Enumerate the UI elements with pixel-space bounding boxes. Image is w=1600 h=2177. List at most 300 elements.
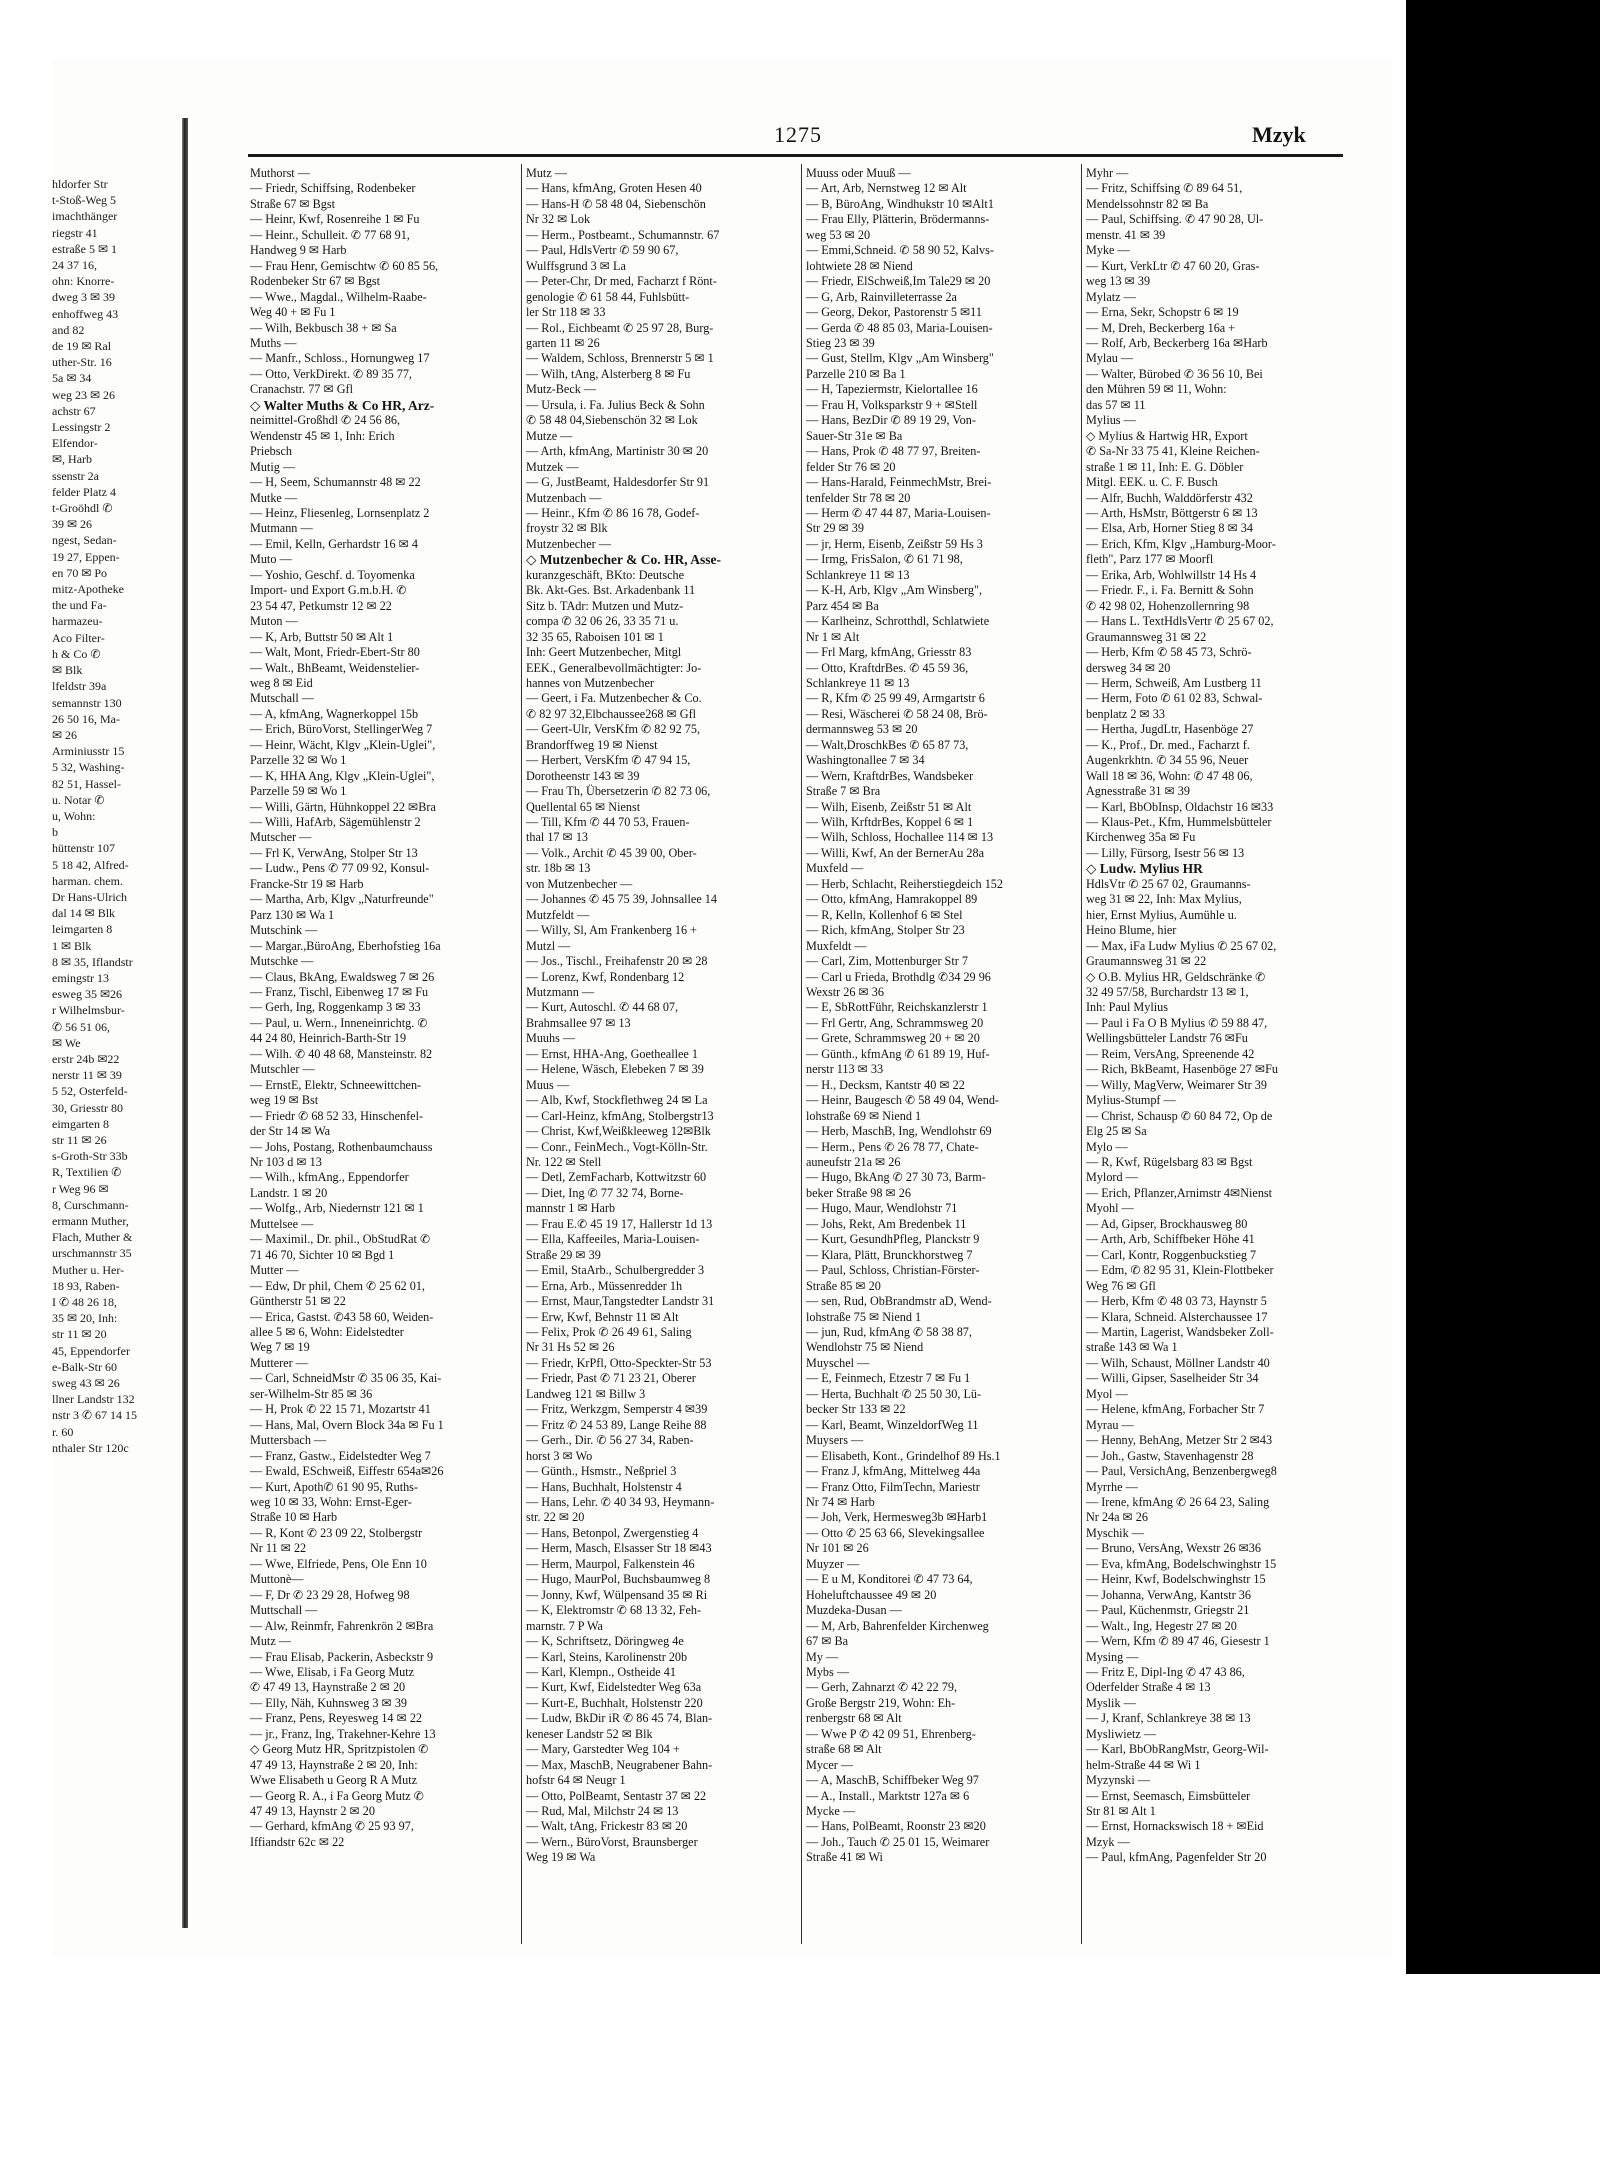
directory-entry: Weg 76 ✉ Gfl [1086, 1278, 1156, 1293]
directory-entry: — Friedr, KrPfl, Otto-Speckter-Str 53 [526, 1355, 712, 1370]
directory-entry: — Paul, kfmAng, Pagenfelder Str 20 [1086, 1850, 1267, 1865]
directory-entry: — Willi, Gärtn, Hühnkoppel 22 ✉Bra [250, 799, 436, 814]
column-divider [521, 164, 522, 1944]
directory-entry: — Heinr, Wächt, Klgv „Klein-Uglei", [250, 737, 436, 752]
directory-entry: — Wilh, Eisenb, Zeißstr 51 ✉ Alt [806, 799, 972, 814]
directory-entry: — Franz J, kfmAng, Mittelweg 44a [806, 1464, 981, 1479]
directory-entry: — Elly, Näh, Kuhnsweg 3 ✉ 39 [250, 1695, 408, 1710]
firm-entry: ◇ Mutzenbecher & Co. HR, Asse- [526, 552, 721, 568]
directory-entry: Mutter — [250, 1263, 299, 1278]
column-divider [801, 164, 802, 1944]
directory-entry: 32 35 65, Raboisen 101 ✉ 1 [526, 629, 664, 644]
directory-entry: ✆ 58 48 04,Siebenschön 32 ✉ Lok [526, 413, 698, 428]
directory-entry: — Maximil., Dr. phil., ObStudRat ✆ [250, 1232, 431, 1247]
directory-entry: — Kurt, Kwf, Eidelstedter Weg 63a [526, 1680, 702, 1695]
directory-entry: — Karlheinz, Schrotthdl, Schlatwiete [806, 614, 990, 629]
directory-entry: renbergstr 68 ✉ Alt [806, 1711, 902, 1726]
directory-entry: — Fritz E, Dipl-Ing ✆ 47 43 86, [1086, 1664, 1245, 1679]
directory-entry: — K, Arb, Buttstr 50 ✉ Alt 1 [250, 629, 394, 644]
directory-entry: hannes von Mutzenbecher [526, 675, 654, 690]
directory-entry: — Joh, Verk, Hermesweg3b ✉Harb1 [806, 1510, 988, 1525]
directory-entry: — K-H, Arb, Klgv „Am Winsberg", [806, 583, 982, 598]
directory-entry: — Karl, BbObInsp, Oldachstr 16 ✉33 [1086, 799, 1274, 814]
directory-entry: — Elsa, Arb, Horner Stieg 8 ✉ 34 [1086, 521, 1253, 536]
directory-entry: — Otto ✆ 25 63 66, Slevekingsallee [806, 1525, 985, 1540]
directory-entry: — Rud, Mal, Milchstr 24 ✉ 13 [526, 1804, 679, 1819]
directory-entry: straße 1 ✉ 11, Inh: E. G. Döbler [1086, 459, 1244, 474]
fragment-line: ✉ Blk [52, 663, 83, 678]
directory-entry: — Wern, Kfm ✆ 89 47 46, Giesestr 1 [1086, 1634, 1270, 1649]
directory-entry: — Willi, Gipser, Saselheider Str 34 [1086, 1371, 1259, 1386]
directory-entry: auneufstr 21a ✉ 26 [806, 1155, 901, 1169]
directory-entry: Myzynski — [1086, 1773, 1150, 1788]
directory-entry: dermannsweg 53 ✉ 20 [806, 722, 918, 737]
fragment-line: harman. chem. [52, 873, 123, 888]
directory-entry: — Ella, Kaffeeiles, Maria-Louisen- [526, 1232, 700, 1247]
directory-entry: — K., Prof., Dr. med., Facharzt f. [1086, 737, 1250, 752]
directory-entry: — A., Install., Marktstr 127a ✉ 6 [806, 1788, 970, 1803]
fragment-line: sweg 43 ✉ 26 [52, 1376, 120, 1391]
directory-entry: — Bruno, VersAng, Wexstr 26 ✉36 [1086, 1541, 1261, 1556]
directory-entry: Große Bergstr 219, Wohn: Eh- [806, 1695, 956, 1710]
directory-entry: Nr 103 d ✉ 13 [250, 1155, 322, 1169]
directory-entry: — Fritz, Schiffsing ✆ 89 64 51, [1086, 181, 1243, 196]
directory-entry: — Geert-Ulr, VersKfm ✆ 82 92 75, [526, 722, 700, 737]
directory-entry: — Hans, Betonpol, Zwergenstieg 4 [526, 1525, 699, 1540]
directory-entry: — Karl, BbObRangMstr, Georg-Wil- [1086, 1742, 1269, 1757]
directory-entry: mannstr 1 ✉ Harb [526, 1201, 616, 1216]
directory-entry: horst 3 ✉ Wo [526, 1448, 593, 1463]
directory-entry: — Kurt-E, Buchhalt, Holstenstr 220 [526, 1695, 703, 1710]
directory-entry: — Paul, VersichAng, Benzenbergweg8 [1086, 1464, 1277, 1479]
fragment-line: t-Stoß-Weg 5 [52, 193, 117, 208]
directory-entry: — Hans, Lehr. ✆ 40 34 93, Heymann- [526, 1494, 715, 1509]
directory-entry: nerstr 113 ✉ 33 [806, 1062, 884, 1077]
column-divider [1081, 164, 1082, 1944]
fragment-line: 26 50 16, Ma- [52, 711, 120, 726]
directory-entry: — Ad, Gipser, Brockhausweg 80 [1086, 1216, 1248, 1231]
directory-entry: — Henny, BehAng, Metzer Str 2 ✉43 [1086, 1433, 1273, 1448]
directory-entry: — Wwe, Elfriede, Pens, Ole Enn 10 [250, 1556, 427, 1571]
directory-entry: ◇ Georg Mutz HR, Spritzpistolen ✆ [250, 1742, 429, 1757]
directory-entry: — F, Dr ✆ 23 29 28, Hofweg 98 [250, 1587, 410, 1602]
directory-entry: Graumannsweg 31 ✉ 22 [1086, 629, 1207, 644]
directory-entry: — Gerh., Dir. ✆ 56 27 34, Raben- [526, 1433, 694, 1448]
fragment-line: lfeldstr 39a [52, 679, 107, 694]
directory-entry: — Carl, Zim, Mottenburger Str 7 [806, 954, 968, 969]
directory-entry: Muton — [250, 614, 298, 629]
fragment-line: felder Platz 4 [52, 484, 116, 499]
directory-entry: — Franz, Gastw., Eidelstedter Weg 7 [250, 1448, 431, 1463]
fragment-line: R, Textilien ✆ [52, 1165, 122, 1180]
directory-entry: — Erika, Arb, Wohlwillstr 14 Hs 4 [1086, 567, 1257, 582]
directory-entry: — Ernst, Seemasch, Eimsbütteler [1086, 1788, 1251, 1803]
firm-entry: ◇ Walter Muths & Co HR, Arz- [250, 397, 435, 413]
directory-entry: — K, Elektromstr ✆ 68 13 32, Feh- [526, 1603, 702, 1618]
directory-entry: — Paul, HdlsVertr ✆ 59 90 67, [526, 243, 679, 258]
fragment-line: the und Fa- [52, 598, 107, 613]
directory-entry: — Karl, Steins, Karolinenstr 20b [526, 1649, 688, 1664]
fragment-line: ✉ We [52, 1035, 81, 1050]
directory-entry: — Herb, MaschB, Ing, Wendlohstr 69 [806, 1124, 992, 1139]
directory-entry: Myol — [1086, 1386, 1128, 1401]
directory-entry: — Paul, Schloss, Christian-Förster- [806, 1263, 980, 1278]
directory-entry: Muttschall — [250, 1603, 318, 1618]
directory-column-1 [250, 166, 516, 1956]
directory-entry: — Carl, SchneidMstr ✆ 35 06 35, Kai- [250, 1371, 442, 1386]
directory-entry: kuranzgeschäft, BKto: Deutsche [526, 567, 685, 582]
directory-entry: Mylau — [1086, 351, 1134, 366]
directory-entry: Myke — [1086, 243, 1130, 258]
directory-entry: Mybs — [806, 1664, 850, 1679]
directory-entry: — Hugo, BkAng ✆ 27 30 73, Barm- [806, 1170, 986, 1185]
directory-entry: weg 10 ✉ 33, Wohn: Ernst-Eger- [250, 1494, 412, 1509]
directory-entry: ler Str 118 ✉ 33 [526, 305, 606, 320]
directory-entry: Quellental 65 ✉ Nienst [526, 799, 641, 814]
directory-entry: Myschik — [1086, 1525, 1144, 1540]
fragment-line: Elfendor- [52, 436, 98, 451]
fragment-line: ermann Muther, [52, 1214, 129, 1228]
directory-entry: weg 31 ✉ 22, Inh: Max Mylius, [1086, 892, 1242, 907]
directory-entry: — Walter, Bürobed ✆ 36 56 10, Bei [1086, 366, 1263, 381]
directory-entry: — Johannes ✆ 45 75 39, Johnsallee 14 [526, 892, 717, 907]
directory-entry: — Willy, Sl, Am Frankenberg 16 + [526, 923, 698, 938]
fragment-line: harmazeu- [52, 614, 103, 629]
directory-entry: den Mühren 59 ✉ 11, Wohn: [1086, 382, 1227, 397]
fragment-line: esweg 35 ✉26 [52, 987, 123, 1002]
directory-entry: — Klara, Schneid. Alsterchaussee 17 [1086, 1309, 1268, 1324]
directory-entry: Inh: Paul Mylius [1086, 1000, 1168, 1015]
directory-entry: — Erich, BüroVorst, StellingerWeg 7 [250, 722, 433, 737]
directory-entry: — Detl, ZemFacharb, Kottwitzstr 60 [526, 1170, 707, 1185]
directory-entry: ✆ 82 97 32,Elbchaussee268 ✉ Gfl [526, 706, 697, 721]
directory-entry: — Emil, StaArb., Schulbergredder 3 [526, 1263, 705, 1278]
directory-entry: — Walt, tAng, Frickestr 83 ✉ 20 [526, 1819, 688, 1834]
directory-entry: — Waldem, Schloss, Brennerstr 5 ✉ 1 [526, 351, 714, 366]
directory-entry: — jun, Rud, kfmAng ✆ 58 38 87, [806, 1324, 972, 1339]
directory-entry: Parz 454 ✉ Ba [806, 598, 879, 613]
directory-entry: Straße 10 ✉ Harb [250, 1510, 338, 1525]
directory-entry: neimittel-Großhdl ✆ 24 56 86, [250, 413, 401, 428]
directory-entry: — Günth., kfmAng ✆ 61 89 19, Huf- [806, 1046, 990, 1061]
directory-entry: — Johanna, VerwAng, Kantstr 36 [1086, 1587, 1251, 1602]
directory-entry: — Georg, Dekor, Pastorenstr 5 ✉11 [806, 305, 982, 320]
directory-entry: Mutke — [250, 490, 298, 505]
directory-entry: Parz 130 ✉ Wa 1 [250, 907, 335, 922]
directory-entry: Mylord — [1086, 1170, 1138, 1185]
directory-entry: der Str 14 ✉ Wa [250, 1124, 331, 1139]
directory-entry: — Wilh, tAng, Alsterberg 8 ✉ Fu [526, 366, 691, 381]
directory-entry: — Volk., Archit ✆ 45 39 00, Ober- [526, 845, 697, 860]
directory-entry: Schlankreye 11 ✉ 13 [806, 567, 910, 582]
directory-entry: — Eva, kfmAng, Bodelschwinghstr 15 [1086, 1556, 1277, 1571]
directory-entry: — Ewald, ESchweiß, Eiffestr 654a✉26 [250, 1464, 444, 1479]
directory-entry: — Friedr. F., i. Fa. Bernitt & Sohn [1086, 583, 1254, 598]
directory-entry: — Franz, Tischl, Eibenweg 17 ✉ Fu [250, 985, 429, 1000]
running-head: Mzyk [1252, 122, 1306, 147]
fragment-line: uther-Str. 16 [52, 355, 112, 370]
directory-entry: — E, Feinmech, Etzestr 7 ✉ Fu 1 [806, 1371, 971, 1386]
directory-entry: str. 18b ✉ 13 [526, 861, 591, 876]
directory-entry: Mutzenbach — [526, 490, 602, 505]
directory-entry: My — [806, 1649, 839, 1664]
directory-entry: — Wilh, KrftdrBes, Koppel 6 ✉ 1 [806, 815, 974, 830]
directory-entry: — Ernst, HHA-Ang, Goetheallee 1 [526, 1046, 698, 1061]
directory-entry: Wall 18 ✉ 36, Wohn: ✆ 47 48 06, [1086, 768, 1253, 783]
directory-entry: Import- und Export G.m.b.H. ✆ [250, 583, 407, 598]
directory-entry: Muxfeld — [806, 861, 864, 876]
directory-entry: — Martha, Arb, Klgv „Naturfreunde" [250, 892, 434, 907]
directory-entry: — Wern, KraftdrBes, Wandsbeker [806, 768, 974, 783]
directory-entry: Muzdeka-Dusan — [806, 1603, 902, 1618]
directory-entry: — Diet, Ing ✆ 77 32 74, Borne- [526, 1185, 684, 1200]
directory-entry: — Alb, Kwf, Stockflethweg 24 ✉ La [526, 1093, 708, 1108]
fragment-line: e-Balk-Str 60 [52, 1359, 117, 1374]
directory-entry: Kirchenweg 35a ✉ Fu [1086, 830, 1196, 845]
fragment-line: u, Wohn: [52, 808, 96, 823]
directory-entry: ✆ 47 49 13, Haynstraße 2 ✉ 20 [250, 1680, 406, 1695]
directory-entry: allee 5 ✉ 6, Wohn: Eidelstedter [250, 1324, 404, 1339]
bottom-margin [0, 1974, 1600, 2177]
directory-entry: str. 22 ✉ 20 [526, 1510, 585, 1525]
directory-entry: — Herm., Postbeamt., Schumannstr. 67 [526, 227, 720, 242]
directory-entry: — Resi, Wäscherei ✆ 58 24 08, Brö- [806, 706, 988, 721]
directory-entry: Mylo — [1086, 1139, 1128, 1154]
directory-entry: 67 ✉ Ba [806, 1634, 849, 1649]
directory-entry: Brahmsallee 97 ✉ 13 [526, 1015, 631, 1030]
directory-entry: Muto — [250, 552, 292, 567]
fragment-line: achstr 67 [52, 403, 96, 418]
directory-entry: — Mary, Garstedter Weg 104 + [526, 1742, 680, 1757]
directory-entry: — Carl, Kontr, Roggenbuckstieg 7 [1086, 1247, 1257, 1262]
directory-entry: — Frau Th, Übersetzerin ✆ 82 73 06, [526, 784, 711, 799]
directory-entry: — Hugo, Maur, Wendlohstr 71 [806, 1201, 958, 1216]
directory-entry: 44 24 80, Heinrich-Barth-Str 19 [250, 1031, 407, 1046]
directory-entry: Sitz b. TAdr: Mutzen und Mutz- [526, 598, 684, 613]
directory-entry: Mutschke — [250, 954, 314, 969]
fragment-line: enhoffweg 43 [52, 306, 119, 321]
directory-entry: Muths — [250, 335, 297, 350]
directory-entry: EEK., Generalbevollmächtigter: Jo- [526, 660, 702, 675]
fragment-line: nstr 3 ✆ 67 14 15 [52, 1408, 138, 1423]
directory-entry: Str 29 ✉ 39 [806, 521, 864, 536]
fragment-line: Arminiusstr 15 [52, 744, 125, 759]
directory-entry: — Wilh, Schaust, Möllner Landstr 40 [1086, 1355, 1270, 1370]
directory-entry: Sauer-Str 31e ✉ Ba [806, 428, 903, 443]
fragment-line: dweg 3 ✉ 39 [52, 290, 116, 305]
directory-entry: — Emmi,Schneid. ✆ 58 90 52, Kalvs- [806, 243, 994, 258]
firm-entry: ◇ Ludw. Mylius HR [1086, 861, 1203, 877]
directory-entry: Wwe Elisabeth u Georg R A Mutz [250, 1773, 417, 1788]
directory-entry: — Joh., Gastw, Stavenhagenstr 28 [1086, 1448, 1254, 1463]
directory-entry: — J, Kranf, Schlankreye 38 ✉ 13 [1086, 1711, 1251, 1726]
directory-entry: — Gerh, Zahnarzt ✆ 42 22 79, [806, 1680, 958, 1695]
directory-entry: Muxfeldt — [806, 938, 867, 953]
directory-entry: Wulffsgrund 3 ✉ La [526, 258, 626, 273]
directory-entry: — Hans, PolBeamt, Roonstr 23 ✉20 [806, 1819, 986, 1834]
directory-entry: Graumannsweg 31 ✉ 22 [1086, 954, 1207, 969]
directory-entry: — Helene, kfmAng, Forbacher Str 7 [1086, 1402, 1265, 1417]
fragment-line: eimgarten 8 [52, 1116, 109, 1131]
fragment-line: de 19 ✉ Ral [52, 339, 112, 354]
fragment-line: hüttenstr 107 [52, 841, 115, 856]
directory-entry: Myslik — [1086, 1695, 1136, 1710]
directory-entry: ◇ Mylius & Hartwig HR, Export [1086, 428, 1248, 443]
directory-entry: — Herm, Foto ✆ 61 02 83, Schwal- [1086, 691, 1263, 706]
directory-entry: — Hans L. TextHdlsVertr ✆ 25 67 02, [1086, 614, 1274, 629]
directory-entry: — Erich, Pflanzer,Arnimstr 4✉Nienst [1086, 1185, 1273, 1200]
directory-entry: Myohl — [1086, 1201, 1134, 1216]
directory-entry: Muuss oder Muuß — [806, 166, 911, 180]
directory-entry: — Herb, Kfm ✆ 58 45 73, Schrö- [1086, 645, 1252, 660]
fragment-line: hldorfer Str [52, 177, 108, 191]
directory-entry: — Elisabeth, Kont., Grindelhof 89 Hs.1 [806, 1448, 1001, 1463]
directory-entry: Muus — [526, 1077, 570, 1092]
directory-entry: Muttelsee — [250, 1216, 314, 1231]
directory-entry: weg 8 ✉ Eid [250, 675, 313, 690]
directory-entry: dersweg 34 ✉ 20 [1086, 660, 1171, 675]
directory-entry: — Paul, Schiffsing. ✆ 47 90 28, Ul- [1086, 212, 1264, 227]
directory-entry: — Hans, kfmAng, Groten Hesen 40 [526, 181, 702, 196]
directory-entry: — Emil, Kelln, Gerhardstr 16 ✉ 4 [250, 536, 418, 551]
directory-entry: Mutzl — [526, 938, 571, 953]
fragment-line: ssenstr 2a [52, 468, 99, 483]
directory-entry: felder Str 76 ✉ 20 [806, 459, 896, 474]
fragment-line: leimgarten 8 [52, 922, 113, 937]
directory-entry: — Alfr, Buchh, Walddörferstr 432 [1086, 490, 1253, 505]
directory-entry: — Arth, Arb, Schiffbeker Höhe 41 [1086, 1232, 1255, 1247]
directory-entry: Mysliwietz — [1086, 1726, 1157, 1741]
directory-entry: lohstraße 69 ✉ Niend 1 [806, 1108, 922, 1123]
directory-entry: — Paul, u. Wern., Inneneinrichtg. ✆ [250, 1015, 428, 1030]
directory-entry: 47 49 13, Haynstraße 2 ✉ 20, Inh: [250, 1757, 418, 1772]
directory-entry: — Frau E.✆ 45 19 17, Hallerstr 1d 13 [526, 1216, 713, 1231]
directory-entry: Mutschall — [250, 691, 314, 706]
directory-entry: von Mutzenbecher — [526, 876, 633, 891]
directory-entry: — Wilh, Bekbusch 38 + ✉ Sa [250, 320, 397, 335]
directory-entry: Mutschink — [250, 923, 318, 938]
directory-entry: Güntherstr 51 ✉ 22 [250, 1294, 346, 1309]
fragment-line: 39 ✉ 26 [52, 517, 93, 532]
directory-entry: — Wern., BüroVorst, Braunsberger [526, 1834, 698, 1849]
fragment-line: emingstr 13 [52, 970, 109, 985]
directory-entry: — sen, Rud, ObBrandmstr aD, Wend- [806, 1294, 992, 1309]
fragment-line: ✉, Harb [52, 452, 93, 467]
directory-entry: Mutz — [526, 166, 567, 180]
directory-entry: — R, Kwf, Rügelsbarg 83 ✉ Bgst [1086, 1155, 1253, 1169]
directory-entry: straße 68 ✉ Alt [806, 1742, 882, 1757]
directory-entry: Mendelssohnstr 82 ✉ Ba [1086, 196, 1209, 211]
directory-entry: Mutterer — [250, 1355, 308, 1370]
directory-entry: — Herb, Schlacht, Reiherstiegdeich 152 [806, 876, 1003, 891]
fragment-line: r Wilhelmsbur- [52, 1003, 125, 1018]
directory-entry: — Wilh, Schloss, Hochallee 114 ✉ 13 [806, 830, 994, 845]
directory-entry: — Lilly, Fürsorg, Isestr 56 ✉ 13 [1086, 845, 1245, 860]
fragment-line: erstr 24b ✉22 [52, 1051, 120, 1066]
directory-entry: Mutz — [250, 1634, 291, 1649]
directory-entry: — G, Arb, Rainvilleterrasse 2a [806, 289, 957, 304]
directory-entry: Agnesstraße 31 ✉ 39 [1086, 784, 1190, 799]
directory-entry: — Edw, Dr phil, Chem ✆ 25 62 01, [250, 1278, 425, 1293]
directory-entry: Nr 32 ✉ Lok [526, 212, 591, 227]
directory-entry: — Erna, Sekr, Schopstr 6 ✉ 19 [1086, 305, 1239, 320]
directory-entry: — Heinr., Schulleit. ✆ 77 68 91, [250, 227, 410, 242]
directory-entry: Mitgl. EEK. u. C. F. Busch [1086, 475, 1218, 490]
directory-column-2 [526, 166, 796, 1956]
directory-entry: Parzelle 32 ✉ Wo 1 [250, 753, 347, 768]
page-number: 1275 [774, 122, 822, 147]
directory-entry: menstr. 41 ✉ 39 [1086, 227, 1166, 242]
directory-entry: Mycer — [806, 1757, 854, 1772]
directory-entry: — Gust, Stellm, Klgv „Am Winsberg" [806, 351, 994, 366]
directory-entry: — Frau Elisab, Packerin, Asbeckstr 9 [250, 1649, 434, 1664]
fragment-line: mitz-Apotheke [52, 582, 124, 597]
facing-page-fragment [52, 176, 182, 1916]
fragment-line: riegstr 41 [52, 225, 98, 240]
directory-entry: — Willi, Kwf, An der BernerAu 28a [806, 845, 984, 860]
directory-entry: — H, Prok ✆ 22 15 71, Mozartstr 41 [250, 1402, 431, 1417]
fragment-line: 30, Griesstr 80 [52, 1100, 123, 1115]
directory-entry: — Klaus-Pet., Kfm, Hummelsbütteler [1086, 815, 1272, 830]
directory-entry: — Herm., Pens ✆ 26 78 77, Chate- [806, 1139, 979, 1154]
directory-entry: — Frl K, VerwAng, Stolper Str 13 [250, 845, 418, 860]
directory-entry: — Wwe., Magdal., Wilhelm-Raabe- [250, 289, 427, 304]
directory-entry: — Günth., Hsmstr., Neßpriel 3 [526, 1464, 677, 1479]
directory-entry: — Erw, Kwf, Behnstr 11 ✉ Alt [526, 1309, 679, 1324]
directory-entry: Brandorffweg 19 ✉ Nienst [526, 737, 658, 752]
directory-entry: — Art, Arb, Nernstweg 12 ✉ Alt [806, 181, 967, 196]
directory-entry: — Grete, Schrammsweg 20 + ✉ 20 [806, 1031, 980, 1046]
directory-entry: beker Straße 98 ✉ 26 [806, 1185, 911, 1200]
directory-entry: Muthorst — [250, 166, 310, 180]
directory-entry: — Gerda ✆ 48 85 03, Maria-Louisen- [806, 320, 993, 335]
directory-entry: Mutig — [250, 459, 296, 474]
directory-entry: compa ✆ 32 06 26, 33 35 71 u. [526, 614, 679, 629]
directory-entry: — Erich, Kfm, Klgv „Hamburg-Moor- [1086, 536, 1276, 551]
directory-entry: Mylius — [1086, 413, 1136, 428]
directory-entry: — Klara, Plätt, Brunckhorstweg 7 [806, 1247, 973, 1262]
directory-entry: — Herb, Kfm ✆ 48 03 73, Haynstr 5 [1086, 1294, 1267, 1309]
directory-entry: — Frau Henr, Gemischtw ✆ 60 85 56, [250, 258, 439, 273]
directory-entry: lohtwiete 28 ✉ Niend [806, 258, 913, 273]
directory-entry: — Jonny, Kwf, Wülpensand 35 ✉ Ri [526, 1587, 708, 1602]
directory-entry: — Paul, Küchenmstr, Griegstr 21 [1086, 1603, 1250, 1618]
directory-entry: — Walt., Ing, Hegestr 27 ✉ 20 [1086, 1618, 1237, 1633]
fragment-line: r Weg 96 ✉ [52, 1181, 109, 1196]
directory-entry: helm-Straße 44 ✉ Wi 1 [1086, 1757, 1201, 1772]
directory-entry: garten 11 ✉ 26 [526, 335, 600, 350]
directory-entry: Mylius-Stumpf — [1086, 1093, 1176, 1108]
directory-entry: Straße 85 ✉ 20 [806, 1278, 881, 1293]
directory-entry: Mutz-Beck — [526, 382, 597, 397]
directory-entry: — B, BüroAng, Windhukstr 10 ✉Alt1 [806, 196, 994, 211]
directory-entry: Landweg 121 ✉ Billw 3 [526, 1386, 646, 1401]
directory-entry: — Lorenz, Kwf, Rondenbarg 12 [526, 969, 685, 984]
directory-entry: Weg 7 ✉ 19 [250, 1340, 310, 1355]
directory-entry: — Herm ✆ 47 44 87, Maria-Louisen- [806, 505, 991, 520]
fragment-line: str 11 ✉ 20 [52, 1327, 107, 1342]
directory-entry: hofstr 64 ✉ Neugr 1 [526, 1773, 626, 1788]
directory-entry: Nr 24a ✉ 26 [1086, 1510, 1148, 1525]
directory-entry: hier, Ernst Mylius, Aumühle u. [1086, 907, 1237, 922]
directory-entry: — Edm, ✆ 82 95 31, Klein-Flottbeker [1086, 1263, 1274, 1278]
directory-entry: Weg 40 + ✉ Fu 1 [250, 305, 336, 320]
fragment-line: 8 ✉ 35, Iflandstr [52, 954, 133, 969]
fragment-line: Lessingstr 2 [52, 420, 111, 435]
directory-entry: — Arth, kfmAng, Martinistr 30 ✉ 20 [526, 444, 709, 459]
directory-entry: — Arth, HsMstr, Böttgerstr 6 ✉ 13 [1086, 505, 1258, 520]
directory-entry: — Margar.,BüroAng, Eberhofstieg 16a [250, 938, 441, 953]
